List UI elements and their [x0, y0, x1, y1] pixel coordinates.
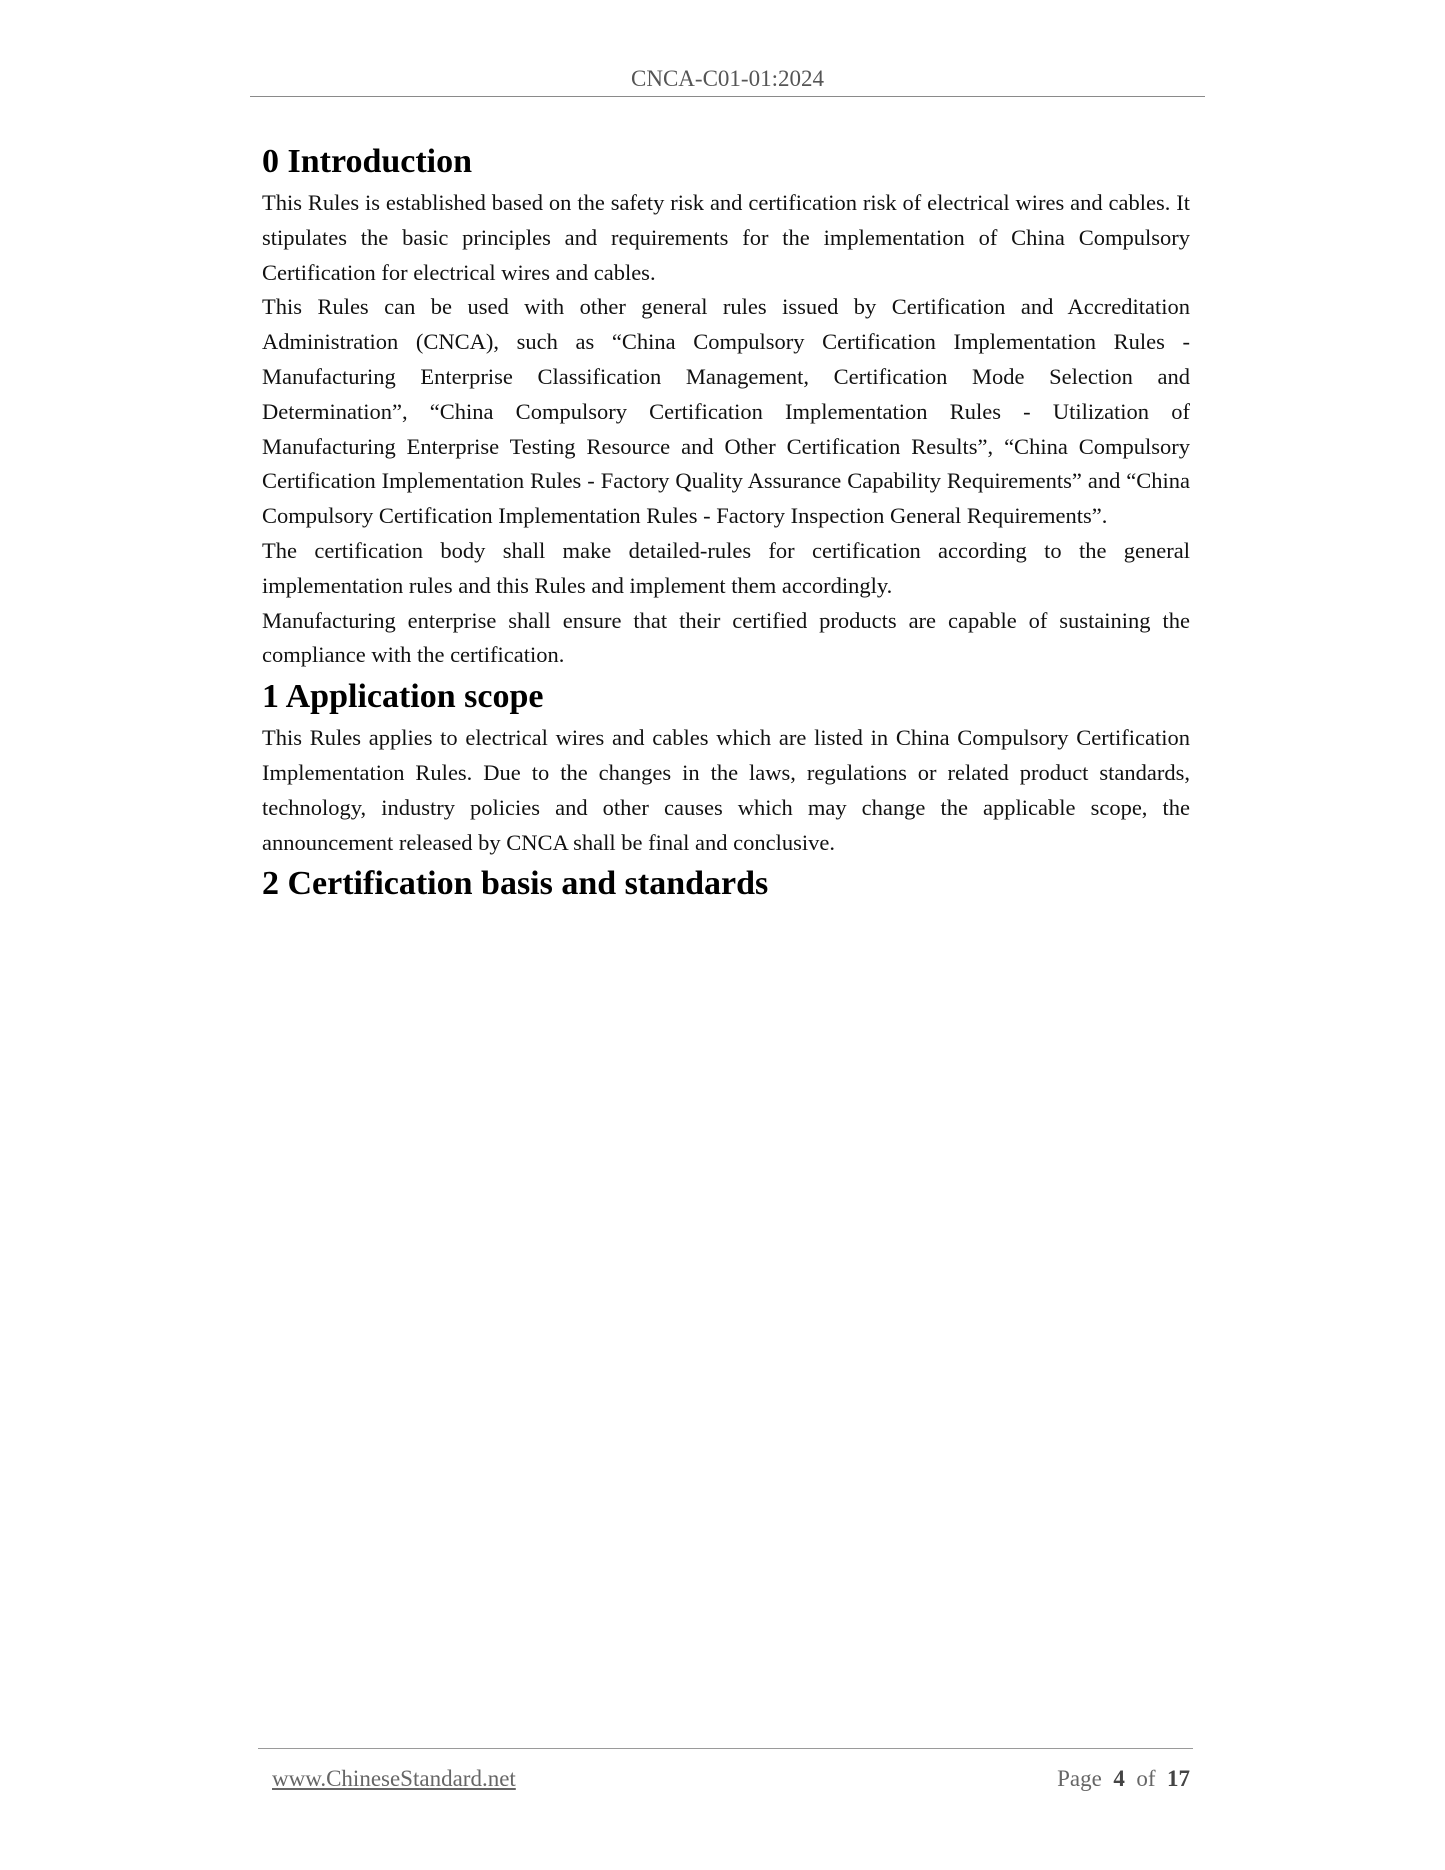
header-divider [250, 96, 1205, 97]
footer-divider [258, 1748, 1193, 1749]
paragraph: This Rules is established based on the safety risk and certification risk of electrical wires and cables. It stipulates the basic principles and requirements for the implementation of China Compulsory Certification for electrical wires and cables. [262, 190, 1190, 285]
page-body [262, 138, 1190, 908]
website-link[interactable]: www.ChineseStandard.net [272, 1766, 516, 1791]
paragraph: The certification body shall make detailed-rules for certification according to the general implementation rules and this Rules and implement them accordingly. [262, 537, 1190, 598]
page-number [1057, 1766, 1190, 1792]
total-pages: 17 [1167, 1766, 1190, 1791]
paragraph: Manufacturing enterprise shall ensure that their certified products are capable of sustaining the compliance with the certification. [262, 607, 1190, 668]
current-page: 4 [1113, 1766, 1125, 1791]
section-heading-certification-basis: 2 Certification basis and standards [262, 865, 769, 903]
section-heading-application-scope: 1 Application scope [262, 678, 544, 716]
paragraph: This Rules applies to electrical wires and cables which are listed in China Compulsory Certification Implementation Rules. Due to the changes in the laws, regulations or related product standards, technology, industry policies and other causes which may change the applicable scope, the announcement released by CNCA shall be final and conclusive. [262, 725, 1190, 855]
paragraph: This Rules can be used with other general rules issued by Certification and Accreditation Administration (CNCA), such as “China Compulsory Certification Implementation Rules - Manufacturing Enterprise Classification Management, Certification Mode Selection and Determination”, “China Compulsory Certification Implementation Rules - Utilization of Manufacturing Enterprise Testing Resource and Other Certification Results”, “China Compulsory Certification Implementation Rules - Factory Quality Assurance Capability Requirements” and “China Compulsory Certification Implementation Rules - Factory Inspection General Requirements”. [262, 294, 1190, 529]
page-of-label: of [1136, 1766, 1156, 1791]
document-code-header: CNCA-C01-01:2024 [631, 66, 824, 91]
page-label: Page [1057, 1766, 1102, 1791]
section-heading-introduction: 0 Introduction [262, 143, 473, 180]
